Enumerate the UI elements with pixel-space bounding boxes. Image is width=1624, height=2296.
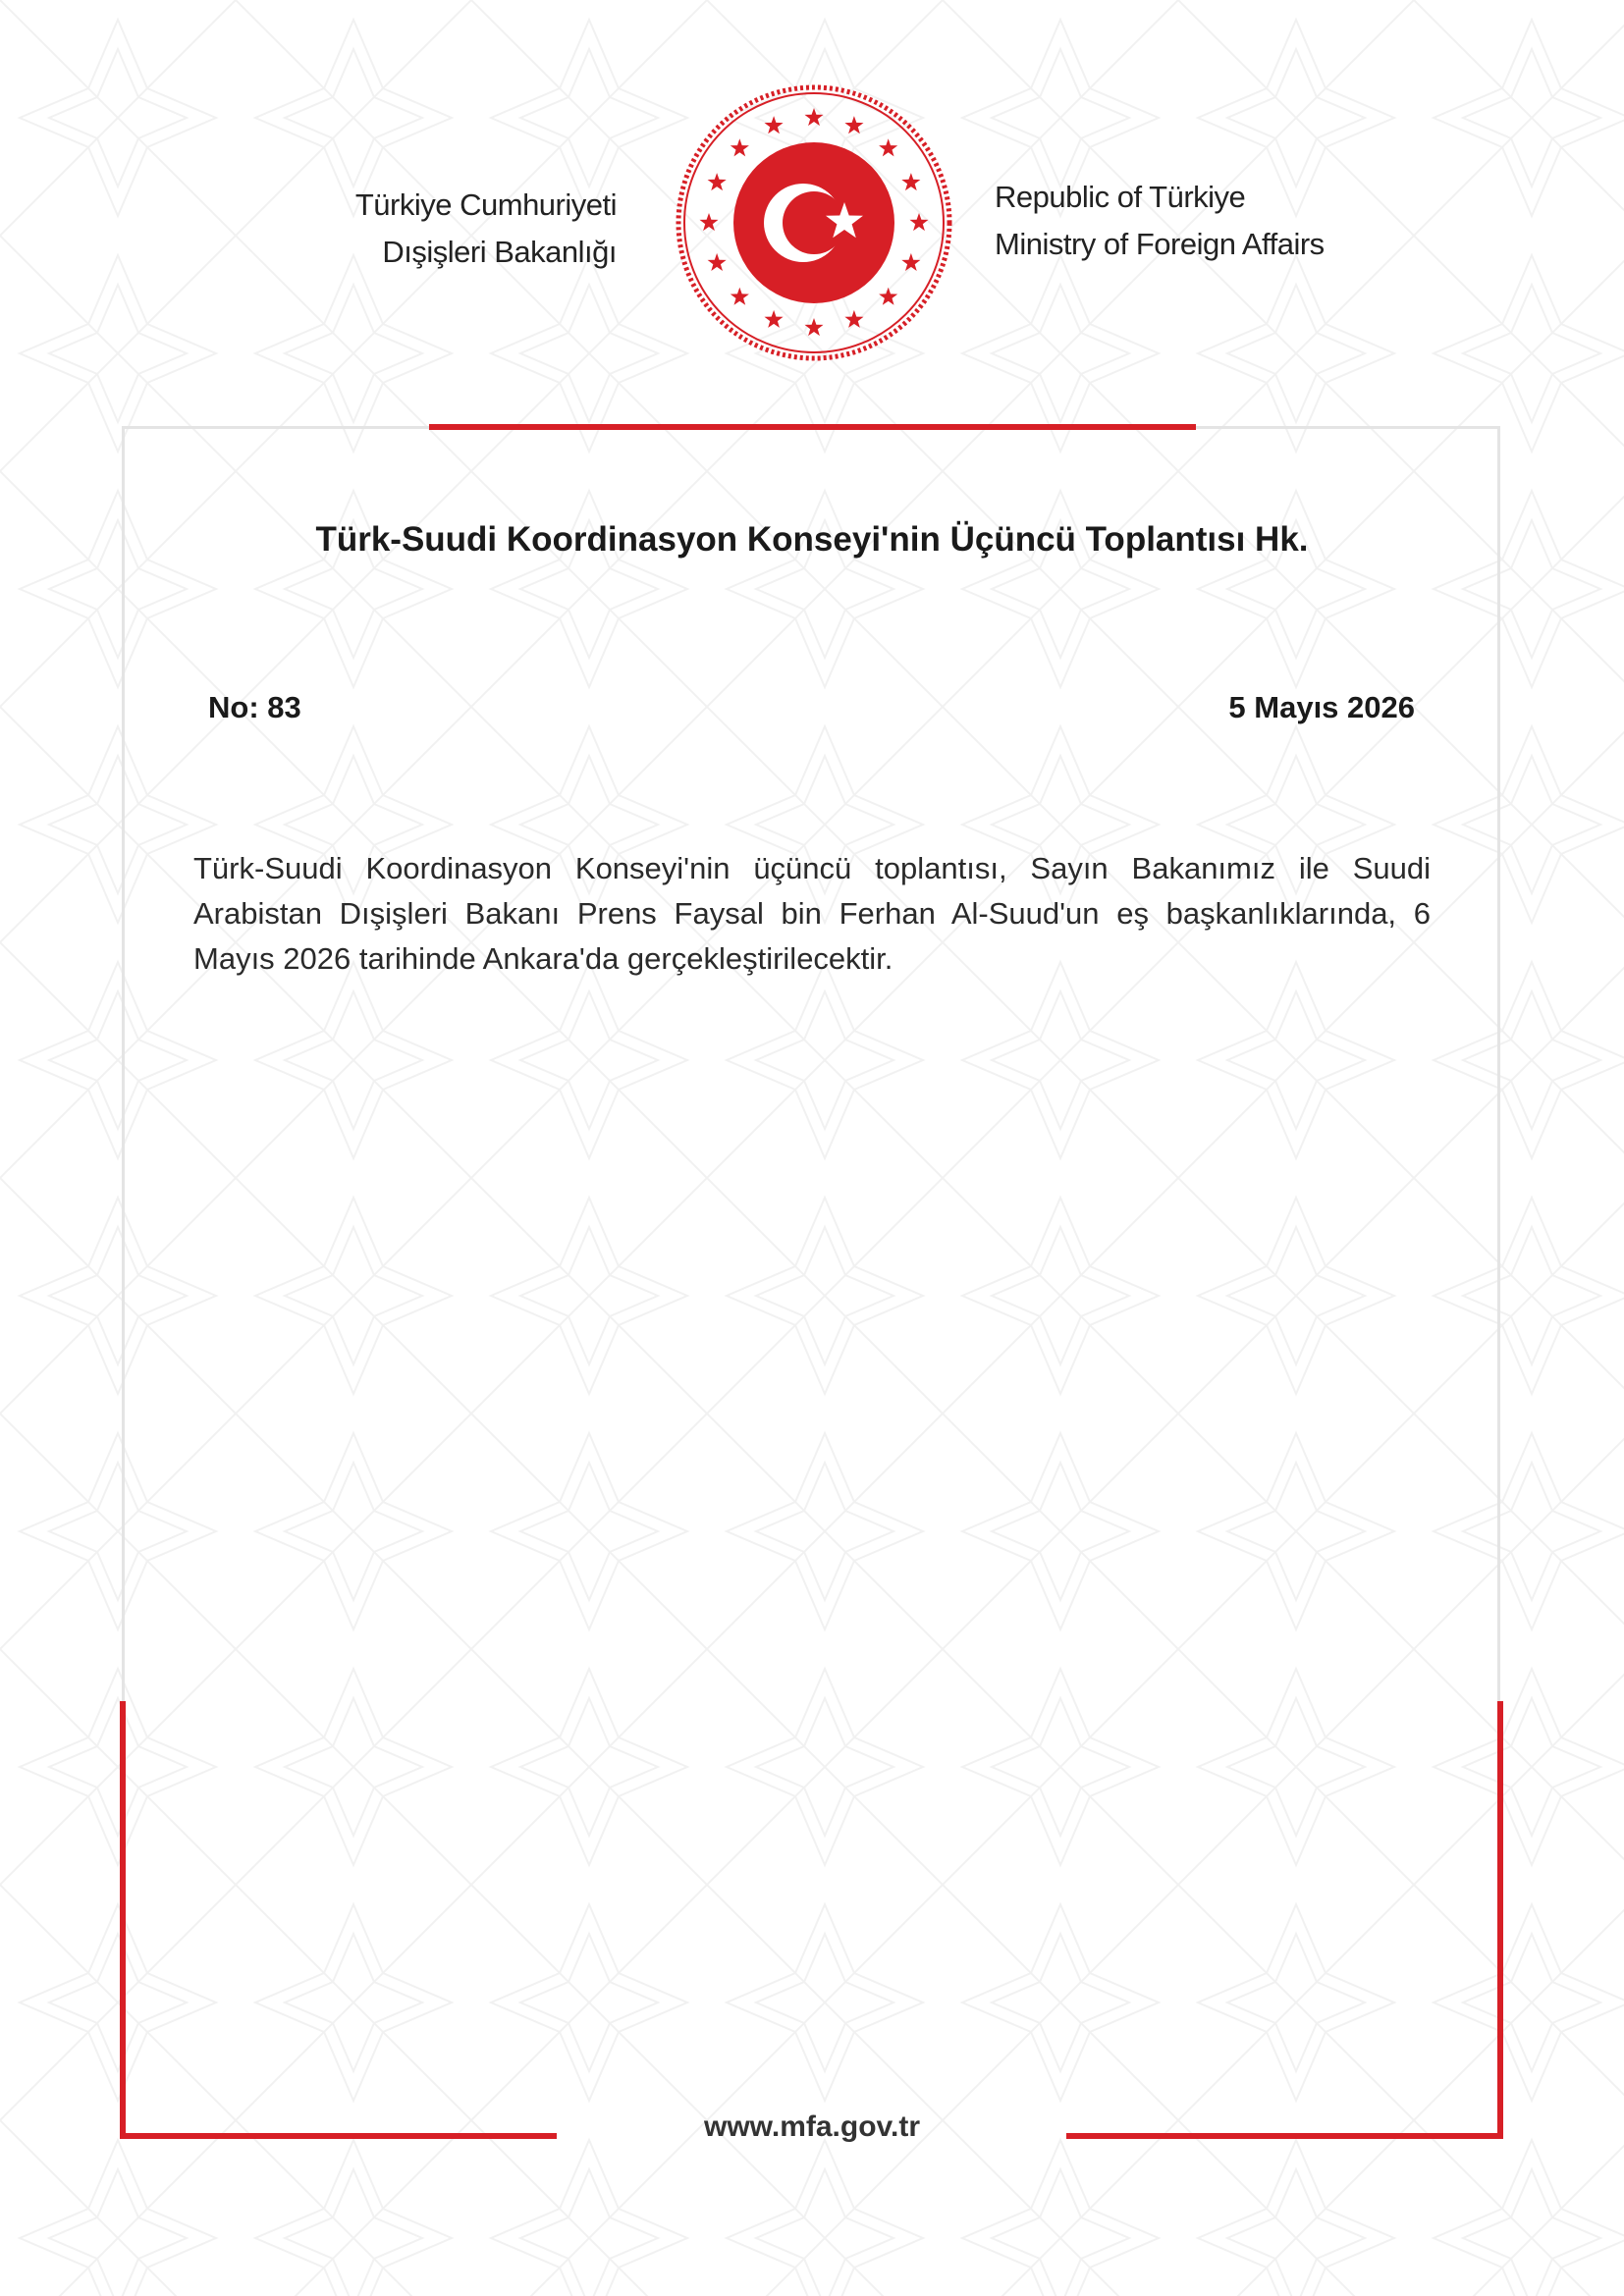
- ring-star-icon: [901, 253, 920, 271]
- ring-star-icon: [844, 310, 863, 328]
- ministry-name-turkish: [355, 182, 617, 276]
- body-paragraph: Türk-Suudi Koordinasyon Konseyi'nin üçüncü toplantısı, Sayın Bakanımız ile Suudi Arabistan Dışişleri Bakanı Prens Faysal bin Ferhan Al-Suud'un eş başkanlıklarında, 6 Mayıs 2026 tarihinde Ankara'da gerçekleştirilecektir.: [193, 851, 1431, 976]
- ring-star-icon: [708, 173, 727, 190]
- header-left-line2: Dışişleri Bakanlığı: [382, 235, 617, 269]
- ring-star-icon: [805, 318, 824, 336]
- page-title: Türk-Suudi Koordinasyon Konseyi'nin Üçüncü Toplantısı Hk.: [315, 520, 1309, 559]
- document-number: No: 83: [208, 690, 301, 724]
- ring-star-icon: [700, 213, 719, 231]
- ring-star-icon: [879, 138, 897, 156]
- ring-star-icon: [731, 138, 749, 156]
- ring-star-icon: [901, 173, 920, 190]
- left-red-bar: [120, 1701, 126, 2139]
- ring-star-icon: [879, 288, 897, 305]
- right-red-bar: [1497, 1701, 1503, 2139]
- ministry-name-english: [995, 174, 1325, 268]
- ring-star-icon: [765, 116, 784, 133]
- ring-star-icon: [844, 116, 863, 133]
- ring-star-icon: [805, 108, 824, 126]
- header-right-line2: Ministry of Foreign Affairs: [995, 227, 1325, 261]
- crescent-star-emblem-icon: [672, 80, 956, 365]
- ring-star-icon: [731, 288, 749, 305]
- header-right-line1: Republic of Türkiye: [995, 180, 1246, 214]
- ring-star-icon: [910, 213, 929, 231]
- ring-star-icon: [765, 310, 784, 328]
- ring-star-icon: [708, 253, 727, 271]
- footer-url-link[interactable]: www.mfa.gov.tr: [703, 2110, 921, 2143]
- document-date: 5 Mayıs 2026: [1228, 690, 1415, 724]
- document-frame: [122, 426, 1500, 2136]
- top-red-bar: [429, 424, 1196, 430]
- header-left-line1: Türkiye Cumhuriyeti: [354, 187, 617, 222]
